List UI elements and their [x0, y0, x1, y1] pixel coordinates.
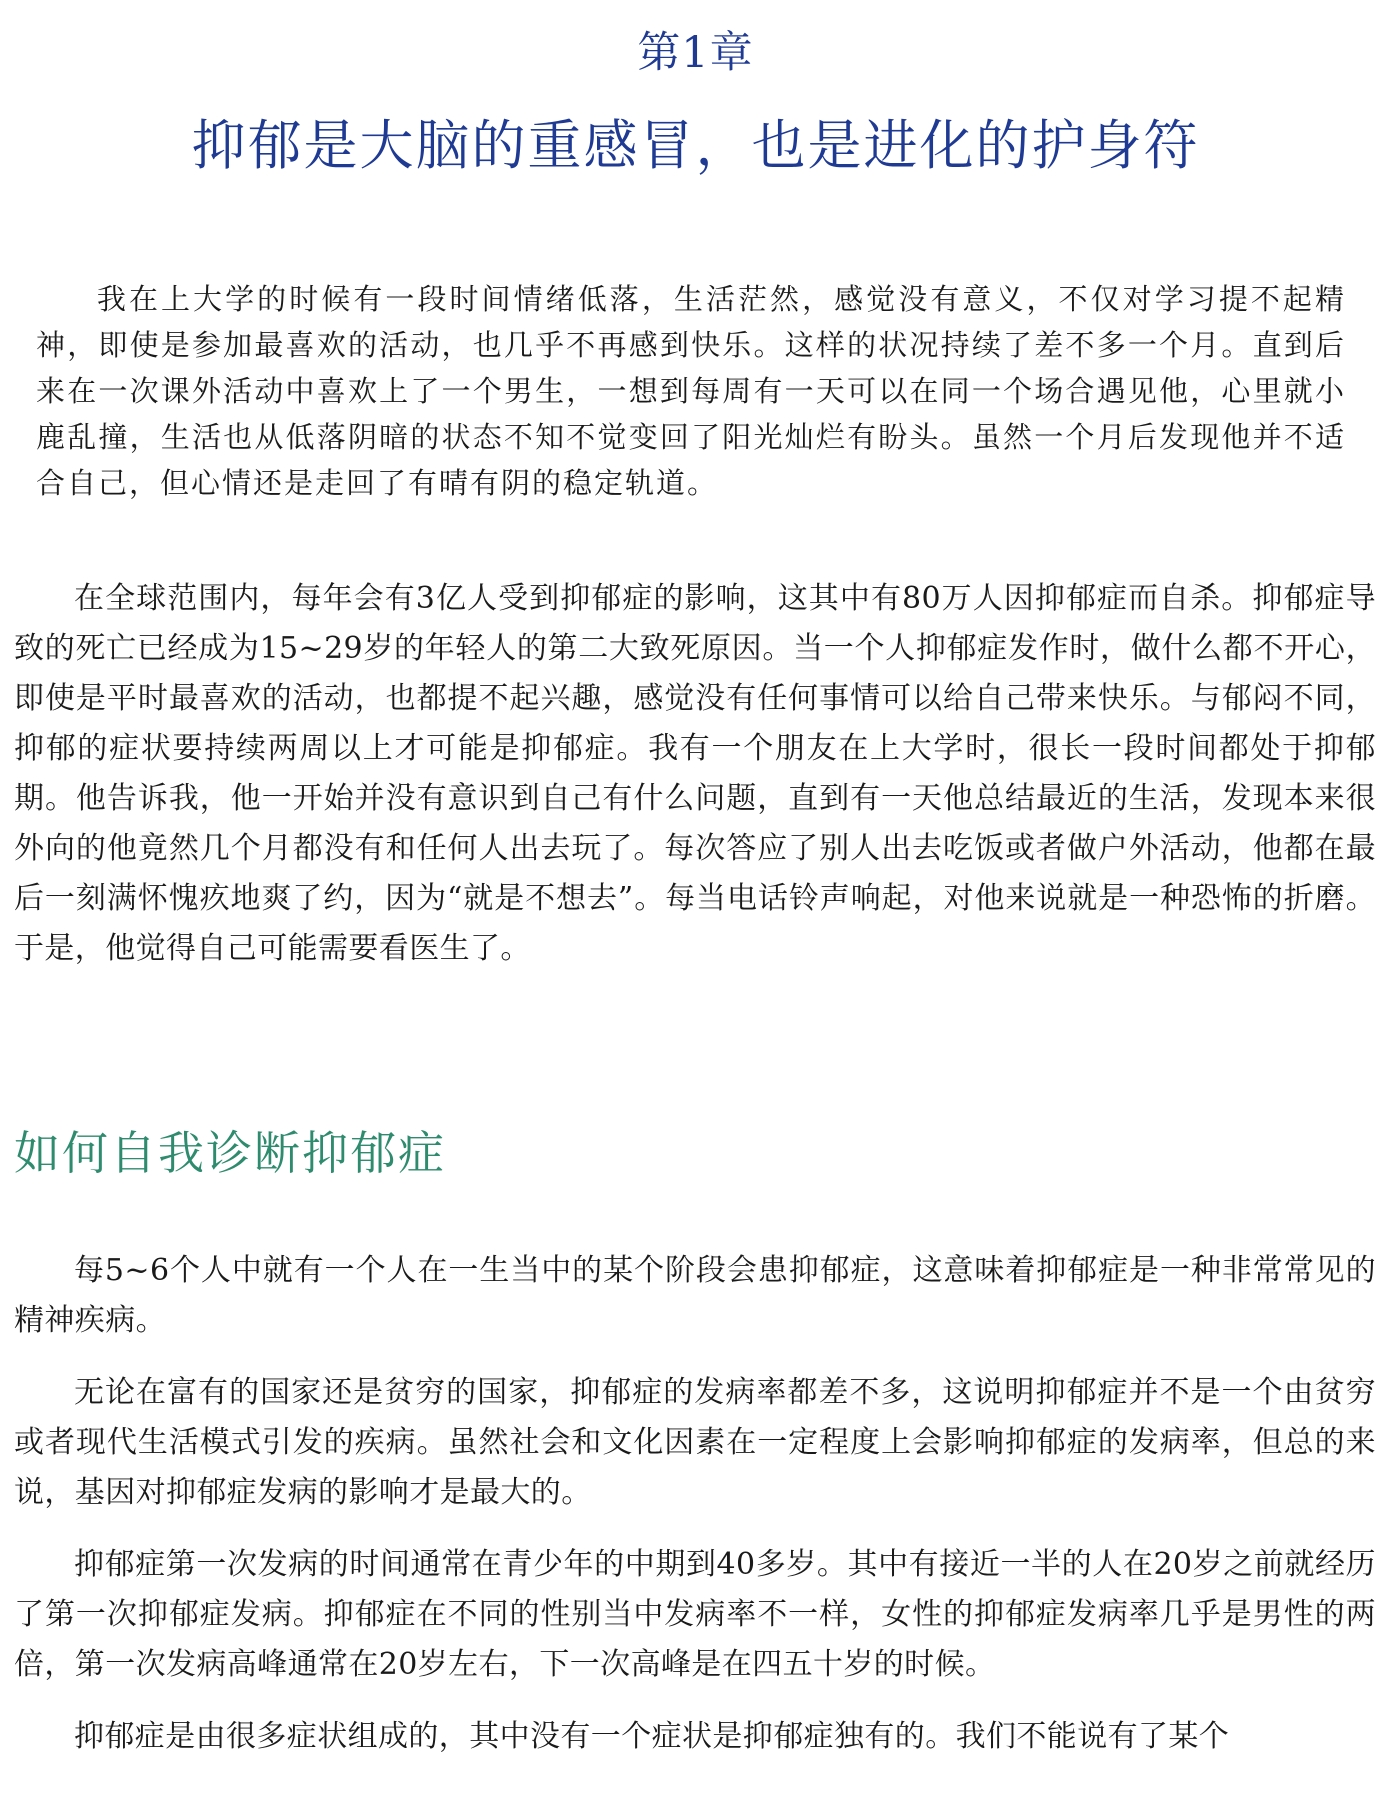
chapter-label: 第1章	[637, 28, 754, 78]
body-paragraph: 无论在富有的国家还是贫穷的国家，抑郁症的发病率都差不多，这说明抑郁症并不是一个由贫穷或者现代生活模式引发的疾病。虽然社会和文化因素在一定程度上会影响抑郁症的发病率，但总的来说，基因对抑郁症发病的影响才是最大的。	[14, 1375, 1376, 1510]
section-heading: 如何自我诊断抑郁症	[14, 1126, 446, 1180]
chapter-title: 抑郁是大脑的重感冒，也是进化的护身符	[191, 114, 1200, 177]
intro-paragraph: 我在上大学的时候有一段时间情绪低落，生活茫然，感觉没有意义，不仅对学习提不起精神，即使是参加最喜欢的活动，也几乎不再感到快乐。这样的状况持续了差不多一个月。直到后来在一次课外活动中喜欢上了一个男生，一想到每周有一天可以在同一个场合遇见他，心里就小鹿乱撞，生活也从低落阴暗的状态不知不觉变回了阳光灿烂有盼头。虽然一个月后发现他并不适合自己，但心情还是走回了有晴有阴的稳定轨道。	[36, 282, 1346, 500]
body-paragraph: 在全球范围内，每年会有3亿人受到抑郁症的影响，这其中有80万人因抑郁症而自杀。抑郁症导致的死亡已经成为15~29岁的年轻人的第二大致死原因。当一个人抑郁症发作时，做什么都不开心，即使是平时最喜欢的活动，也都提不起兴趣，感觉没有任何事情可以给自己带来快乐。与郁闷不同，抑郁的症状要持续两周以上才可能是抑郁症。我有一个朋友在上大学时，很长一段时间都处于抑郁期。他告诉我，他一开始并没有意识到自己有什么问题，直到有一天他总结最近的生活，发现本来很外向的他竟然几个月都没有和任何人出去玩了。每次答应了别人出去吃饭或者做户外活动，他都在最后一刻满怀愧疚地爽了约，因为“就是不想去”。每当电话铃声响起，对他来说就是一种恐怖的折磨。于是，他觉得自己可能需要看医生了。	[14, 581, 1376, 966]
body-paragraph: 抑郁症第一次发病的时间通常在青少年的中期到40多岁。其中有接近一半的人在20岁之前就经历了第一次抑郁症发病。抑郁症在不同的性别当中发病率不一样，女性的抑郁症发病率几乎是男性的两倍，第一次发病高峰通常在20岁左右，下一次高峰是在四五十岁的时候。	[14, 1547, 1376, 1682]
body-paragraph: 每5~6个人中就有一个人在一生当中的某个阶段会患抑郁症，这意味着抑郁症是一种非常常见的精神疾病。	[14, 1253, 1376, 1338]
body-paragraph: 抑郁症是由很多症状组成的，其中没有一个症状是抑郁症独有的。我们不能说有了某个	[74, 1719, 1230, 1754]
